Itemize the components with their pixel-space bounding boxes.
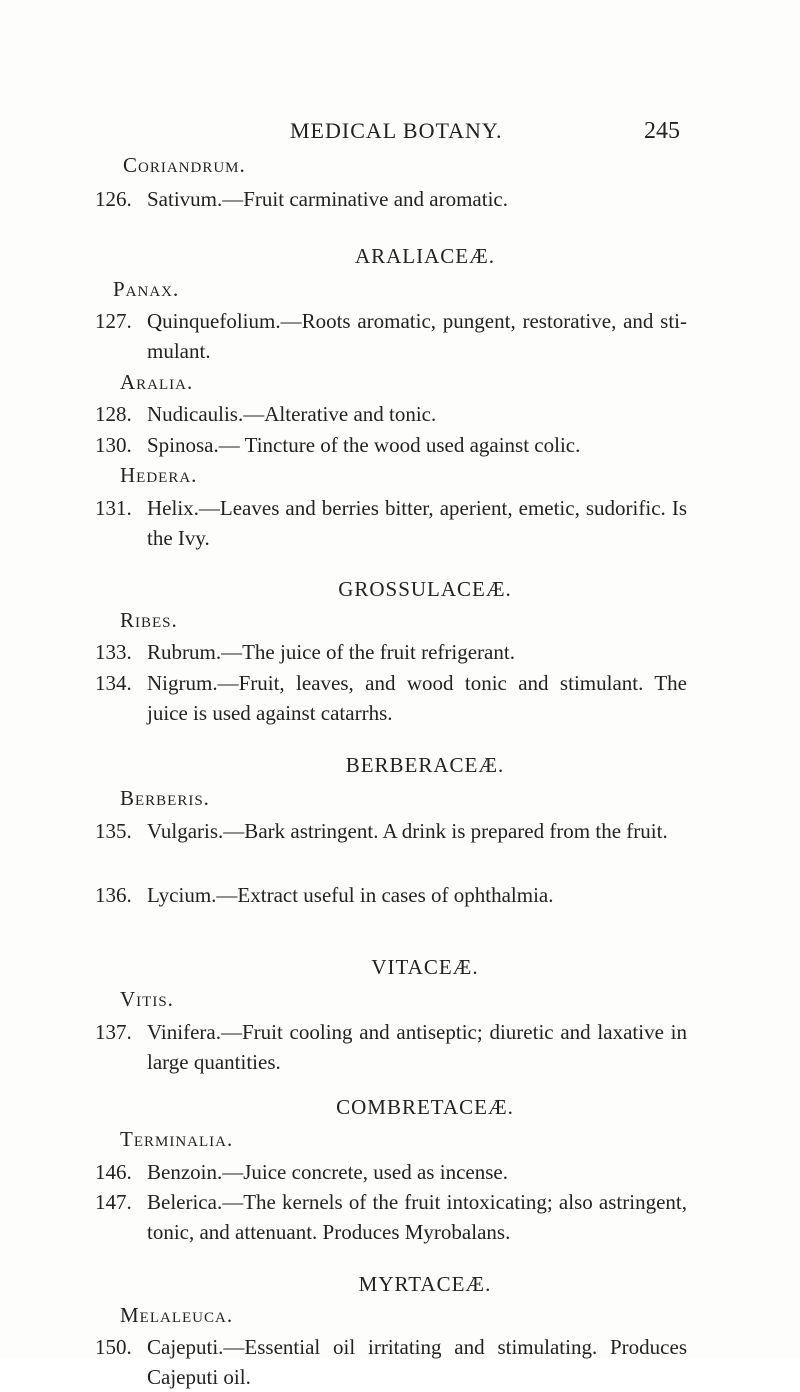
genus-heading: Melaleuca. bbox=[120, 1303, 234, 1327]
entry-number: 147. bbox=[95, 1190, 132, 1214]
entry-text: Cajeputi.—Essential oil irritating and stimulating. Produces Cajeputi oil. bbox=[147, 1335, 687, 1389]
genus-heading: Aralia. bbox=[120, 370, 194, 394]
entry-text: Helix.—Leaves and berries bitter, aperient, emetic, sudorific. Is the Ivy. bbox=[147, 496, 687, 550]
entry-number: 146. bbox=[95, 1160, 132, 1184]
entry-text: Vinifera.—Fruit cooling and antiseptic; diuretic and laxative in large quantities. bbox=[147, 1020, 687, 1074]
entry-text: Nigrum.—Fruit, leaves, and wood tonic and stimulant. The juice is used against catarrhs. bbox=[147, 671, 687, 725]
entry-text: Vulgaris.—Bark astringent. A drink is prepared from the fruit. bbox=[147, 819, 668, 843]
genus-heading: Terminalia. bbox=[120, 1127, 234, 1151]
entry-number: 135. bbox=[95, 819, 132, 843]
genus-heading: Vitis. bbox=[120, 987, 174, 1011]
entry-number: 134. bbox=[95, 671, 132, 695]
genus-heading: Berberis. bbox=[120, 786, 210, 810]
entry-number: 128. bbox=[95, 402, 132, 426]
entry-text: Rubrum.—The juice of the fruit refrigerant. bbox=[147, 640, 515, 664]
entry-number: 126. bbox=[95, 187, 132, 211]
running-head bbox=[0, 118, 800, 148]
entry-number: 131. bbox=[95, 496, 132, 520]
entry-text: Spinosa.— Tincture of the wood used against colic. bbox=[147, 433, 581, 457]
family-heading: COMBRETACEÆ. bbox=[336, 1095, 514, 1119]
entry-number: 133. bbox=[95, 640, 132, 664]
entry-number: 130. bbox=[95, 433, 132, 457]
entry-text: Sativum.—Fruit carminative and aromatic. bbox=[147, 187, 508, 211]
entry-text: Lycium.—Extract useful in cases of ophthalmia. bbox=[147, 883, 554, 907]
family-heading: ARALIACEÆ. bbox=[354, 244, 496, 268]
running-title: MEDICAL BOTANY. bbox=[290, 118, 503, 143]
genus-heading: Hedera. bbox=[120, 463, 198, 487]
family-heading: GROSSULACEÆ. bbox=[338, 577, 512, 601]
page-number: 245 bbox=[644, 118, 680, 144]
entry-number: 136. bbox=[95, 883, 132, 907]
family-heading: MYRTACEÆ. bbox=[358, 1272, 492, 1296]
entry-text: Belerica.—The kernels of the fruit intoxicating; also astringent, tonic, and attenuant. Produces Myrobalans. bbox=[147, 1190, 687, 1244]
entry-text: Benzoin.—Juice concrete, used as incense. bbox=[147, 1160, 508, 1184]
family-heading: BERBERACEÆ. bbox=[345, 753, 505, 777]
entry-text: Nudicaulis.—Alterative and tonic. bbox=[147, 402, 437, 426]
entry-number: 127. bbox=[95, 309, 132, 333]
family-heading: VITACEÆ. bbox=[371, 955, 479, 979]
genus-heading: Panax. bbox=[113, 277, 180, 301]
genus-heading: Ribes. bbox=[120, 608, 178, 632]
entry-text: Quinquefolium.—Roots aromatic, pungent, restorative, and sti- mulant. bbox=[147, 309, 687, 363]
entry-number: 150. bbox=[95, 1335, 132, 1359]
entry-number: 137. bbox=[95, 1020, 132, 1044]
genus-heading: Coriandrum. bbox=[123, 153, 246, 177]
